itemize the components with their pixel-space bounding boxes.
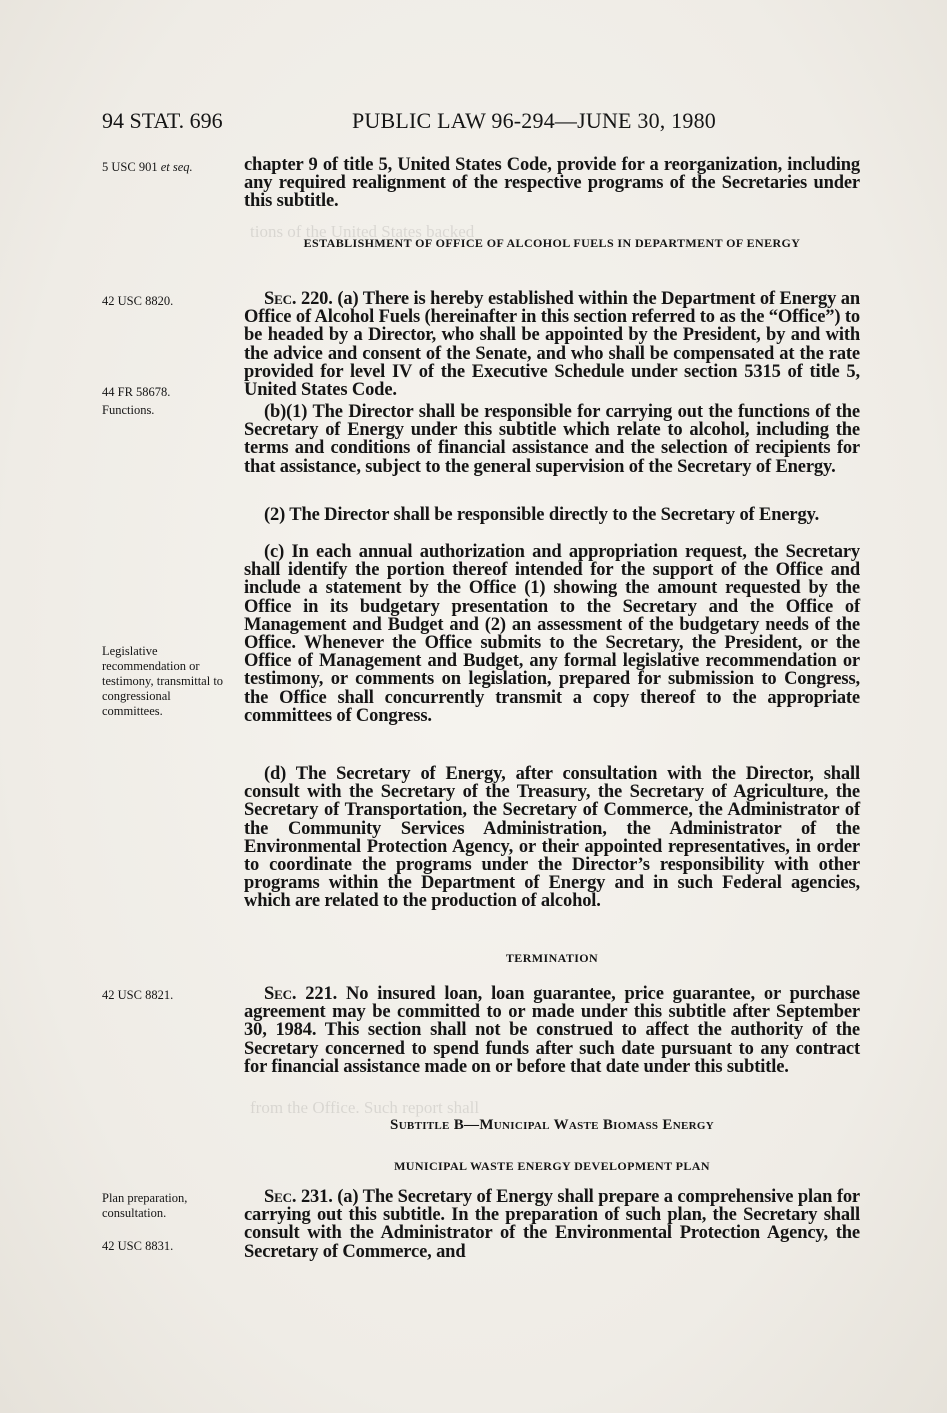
margin-note-fr-58678: 44 FR 58678. <box>102 385 171 399</box>
margin-note-legislative: Legislative recommendation or testimony, transmittal to congressional committees. <box>102 644 224 718</box>
heading-municipal-plan: MUNICIPAL WASTE ENERGY DEVELOPMENT PLAN <box>394 1159 710 1173</box>
margin-note-usc-901: 5 USC 901 et seq. <box>102 160 193 174</box>
margin-note-usc-8831: 42 USC 8831. <box>102 1239 174 1253</box>
heading-subtitle-b: Subtitle B—Municipal Waste Biomass Energy <box>390 1117 714 1133</box>
paragraph-intro: chapter 9 of title 5, United States Code, provide for a reorganization, including any required realignment of the respective programs of the Secretaries under this subtitle. <box>244 155 860 212</box>
margin-note-usc-8821: 42 USC 8821. <box>102 988 174 1002</box>
margin-note-usc-8820: 42 USC 8820. <box>102 294 174 308</box>
margin-note-plan-preparation: Plan preparation, consultation. <box>102 1191 188 1220</box>
show-through-decoration: tions of the United States backed <box>250 222 475 241</box>
statute-page-number: 94 STAT. 696 <box>102 108 223 133</box>
paragraph-sec-220-c: (c) In each annual authorization and appropriation request, the Secretary shall identify the portion thereof intended for the support of the Office and include a statement by the Office (1) showing the amount requested by the Office in its budgetary presentation to the Secretary and the Office of Management and Budget and (2) an assessment of the budgetary needs of the Office. Whenever the Office submits to the Secretary, the President, or the Office of Management and Budget, any formal legislative recommendation or testimony, or comments on legislation, prepared for submission to Congress, the Office shall concurrently transmit a copy thereof to the appropriate committees of Congress. <box>244 542 860 726</box>
paragraph-sec-231-a: Sec. 231. (a) The Secretary of Energy shall prepare a comprehensive plan for carrying out this subtitle. In the preparation of such plan, the Secretary shall consult with the Administrator of the Environmental Protection Agency, the Secretary of Commerce, and <box>244 1187 860 1262</box>
margin-note-functions: Functions. <box>102 403 155 417</box>
paragraph-sec-221: Sec. 221. No insured loan, loan guarantee, price guarantee, or purchase agreement may be committed to or made under this subtitle after September 30, 1984. This section shall not be construed to affect the authority of the Secretary concerned to spend funds after such date pursuant to any contract for financial assistance made on or before that date under this subtitle. <box>244 984 860 1077</box>
heading-termination: TERMINATION <box>505 951 599 965</box>
paragraph-sec-220-d: (d) The Secretary of Energy, after consultation with the Director, shall consult with the Secretary of the Treasury, the Secretary of Agriculture, the Secretary of Transportation, the Secretary of Commerce, the Administrator of the Community Services Administration, the Administrator of the Environmental Protection Agency, or their appointed representatives, in order to coordinate the programs under the Director’s responsibility with other programs within the Department of Energy and in such Federal agencies, which are related to the production of alcohol. <box>244 764 860 912</box>
heading-establishment: ESTABLISHMENT OF OFFICE OF ALCOHOL FUELS IN DEPARTMENT OF ENERGY <box>303 236 801 250</box>
public-law-title: PUBLIC LAW 96-294—JUNE 30, 1980 <box>352 108 716 133</box>
page-header <box>102 108 862 138</box>
paragraph-sec-220-a: Sec. 220. (a) There is hereby established within the Department of Energy an Office of Alcohol Fuels (hereinafter in this section referred to as the “Office”) to be headed by a Director, who shall be appointed by the President, by and with the advice and consent of the Senate, and who shall be compensated at the rate provided for level IV of the Executive Schedule under section 5315 of title 5, United States Code. <box>244 289 861 401</box>
paragraph-sec-220-b2: (2) The Director shall be responsible directly to the Secretary of Energy. <box>264 505 820 525</box>
paragraph-sec-220-b1: (b)(1) The Director shall be responsible for carrying out the functions of the Secretary of Energy under this subtitle which relate to alcohol, including the terms and conditions of financial assistance and the selection of recipients for that assistance, subject to the general supervision of the Secretary of Energy. <box>244 402 860 477</box>
show-through-decoration: from the Office. Such report shall <box>250 1098 480 1117</box>
